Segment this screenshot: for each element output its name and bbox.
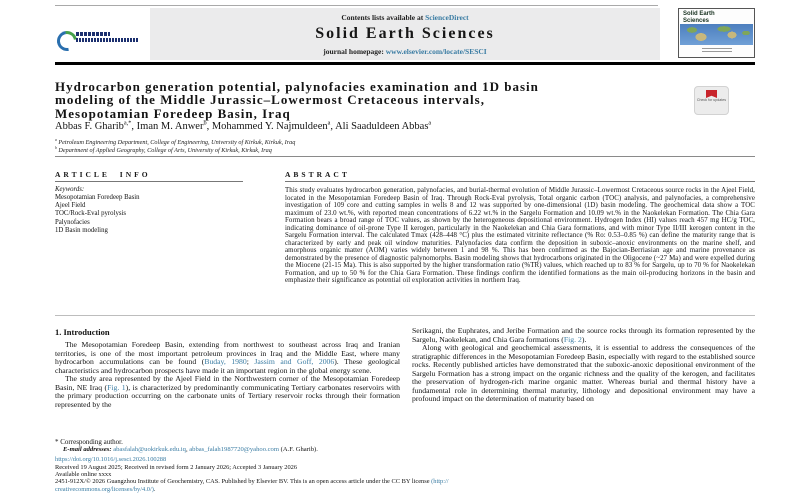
keyword-item: Ajeel Field [55, 202, 86, 210]
abstract-bottom-rule [55, 315, 755, 316]
affiliation-b-mark: b [55, 145, 57, 150]
intro-p3-text: ). [581, 334, 587, 344]
sciencedirect-link[interactable]: ScienceDirect [425, 13, 469, 22]
cc-license-link-part1[interactable]: (http:// [431, 478, 449, 485]
keywords-list [55, 194, 255, 235]
keyword-item: Mesopotamian Foredeep Basin [55, 194, 140, 201]
email-separator: , [185, 446, 190, 453]
figure-2-link[interactable]: Fig. 2 [563, 334, 582, 344]
author-separator: , [330, 121, 336, 132]
intro-p3-text: Serikagni, the Euphrates, and Jeribe Formation and the source rocks through its formation represented by the Sargelu, Naokelekan, and Chia Gara formations ( [412, 326, 755, 344]
intro-p2-text: ), is characterized by predominantly communicating Tertiary carbonates reservoirs with the primary production occurring on the carbonate units of Tertiary reservoir rocks through their formation represented by the [55, 382, 400, 409]
gigcas-logo-text-line1 [76, 32, 110, 36]
keywords-label: Keywords: [55, 186, 85, 193]
available-online-line: Available online xxxx [55, 470, 112, 478]
homepage-prefix: journal homepage: [323, 47, 384, 56]
journal-header-banner [150, 8, 660, 60]
article-title-line3: Mesopotamian Foredeep Basin, Iraq [55, 105, 291, 121]
copyright-line-1 [55, 478, 755, 485]
affiliation-b [55, 147, 272, 154]
author-affiliation-mark: b [203, 119, 207, 127]
author-separator: , [206, 121, 212, 132]
article-title [55, 80, 705, 120]
body-right-column [412, 327, 755, 404]
gigcas-publisher-logo [57, 28, 145, 54]
email-addresses-line [63, 446, 703, 453]
intro-p1-text: ). These geological characteristics and hydrocarbon prospects have made it an important region in the global energy scene. [55, 357, 401, 375]
article-info-heading: ARTICLE INFO [55, 170, 151, 179]
keyword-item: Palynofacies [55, 218, 90, 226]
author-affiliation-mark: a [327, 119, 331, 127]
author-name: Iman M. Anwer [136, 121, 204, 132]
header-thick-rule [55, 62, 755, 65]
top-hairline [55, 5, 658, 6]
email-link-1[interactable]: abasfalah@uokirkuk.edu.iq [113, 446, 186, 453]
intro-p1-text: ; [246, 357, 255, 366]
keyword-item: 1D Basin modeling [55, 226, 108, 234]
article-title-line2: modeling of the Middle Jurassic–Lowermost Cretaceous intervals, [55, 92, 485, 108]
article-info-rule [55, 181, 243, 182]
citation-link-buday-1980[interactable]: Buday, 1980 [204, 357, 247, 366]
author-name: Ali Saaduldeen Abbas [335, 121, 429, 132]
intro-paragraph-3 [412, 327, 755, 344]
updates-badge-label: Check for updates [696, 98, 727, 102]
affiliation-a-text: Petroleum Engineering Department, College of Engineering, University of Kirkuk, Kirkuk, Iraq [56, 139, 296, 146]
corresponding-author-note: * Corresponding author. [55, 438, 123, 446]
homepage-line [150, 47, 660, 56]
keyword-item: TOC/Rock-Eval pyrolysis [55, 210, 127, 218]
cc-license-link-part2[interactable]: creativecommons.org/licenses/by/4.0/) [55, 485, 154, 493]
cover-world-map-image [680, 24, 753, 45]
citation-link-jassim-goff-2006[interactable]: Jassim and Goff, 2006 [254, 357, 335, 366]
intro-p1-text: The Mesopotamian Foredeep Basin, extending from northwest to southeast across Iraq and Iranian territories, is one of the most important petroleum provinces in Iraq and the Middle East, where many hydrocarbon accumulations can be found ( [55, 340, 400, 366]
author-name: Mohammed Y. Najmuldeen [211, 121, 328, 132]
intro-p2-text: The study area represented by the Ajeel Field in the Northwestern corner of the Mesopotamian Foredeep Basin, NE Iraq ( [55, 374, 400, 392]
author-name: Abbas F. Gharib [55, 121, 124, 132]
affiliation-a-mark: a [55, 137, 57, 142]
updates-flag-icon [706, 90, 717, 98]
abstract-heading: ABSTRACT [285, 170, 350, 179]
affiliation-divider-rule [55, 156, 755, 157]
figure-1-link[interactable]: Fig. 1 [107, 382, 126, 392]
email-label: E-mail addresses: [63, 446, 112, 453]
affiliation-a [55, 139, 295, 146]
cover-title: Solid Earth Sciences [683, 11, 715, 24]
doi-link[interactable]: https://doi.org/10.1016/j.sesci.2026.100288 [55, 456, 167, 463]
cover-footer-text [702, 48, 732, 54]
contents-line-prefix: Contents lists available at [341, 13, 424, 22]
email-suffix: (A.F. Gharib). [279, 446, 318, 453]
author-affiliation-mark: a [428, 119, 432, 127]
affiliation-b-text: Department of Applied Geography, College of Arts, University of Kirkuk, Kirkuk, Iraq [56, 146, 272, 154]
email-link-2[interactable]: abbas_falah1987720@yahoo.com [189, 446, 279, 453]
journal-cover-thumbnail[interactable] [678, 8, 755, 58]
copyright-text: 2451-912X/© 2026 Guangzhou Institute of Geochemistry, CAS. Published by Elsevier BV. This is an open access article under the CC BY license [55, 478, 432, 485]
intro-paragraph-4: Along with geological and geochemical assessments, it is essential to address the consequences of the stratigraphic differences in the Mesopotamian Foredeep Basin, especially with regard to the established source rocks. Recently published articles have demonstrated that the suboxic-anoxic depositional environment of the Sargelu Formation has a strong impact on the organic richness and the quality of the kerogen, and facilitates the preservation of hydrogen-rich marine organic matter. Whereas burial and thermal history have a fundamental role in determining thermal maturity, lithology and depositional environment may have a profound impact on the determination of maturity based on [412, 343, 755, 403]
received-dates-line: Received 19 August 2025; Received in revised form 2 January 2026; Accepted 3 January 2026 [55, 463, 298, 471]
abstract-rule [285, 181, 755, 182]
introduction-heading: 1. Introduction [55, 327, 110, 337]
intro-paragraph-1 [55, 341, 400, 375]
author-separator: , [131, 121, 137, 132]
intro-paragraph-2 [55, 375, 400, 409]
gigcas-logo-text-line2 [76, 38, 138, 42]
check-for-updates-badge[interactable] [694, 86, 729, 115]
copyright-line-2 [55, 486, 755, 493]
abstract-text: This study evaluates hydrocarbon generation, palynofacies, and burial-thermal evolution of Middle Jurassic–Lowermost Cretaceous source rocks in the Ajeel Field, located in the Mesopotamian Foredeep Basin of Iraq. Through Rock-Eval pyrolysis, Total organic carbon (TOC) analysis, and palynofacies, a comprehensive investigation of 109 core and cutting samples in wells 8 and 12 was supported by one-dimensional (1D) basin modeling. The geochemical data show a TOC maximum of 23.0 wt.%, with reported mean concentrations of 6.22 wt.% in the Sargelu Formation and 10.09 wt.% in the Naokelekan Formation. The Chia Gara Formation bears a broad range of TOC values, as shown by the heterogeneous depositional environment. Hydrogen Index (HI) values reach 457 mg HC/g TOC, indicating dominance of oil-prone Type II kerogen, particularly in the Naokelekan and Chia Gara formations, and with minor Type II/III kerogen content in the Sargelu Formation interval. The calculated Tmax (428–448 °C) plus the estimated vitrinite reflectance (% Ro: 0.53–0.85 %) can define the maturity range that is characterized by early and peak oil window maturities. Palynofacies data confirm the deposition in suboxic–anoxic environments on the marine shelf, and amorphous organic matter (AOM) varies widely between 1 and 98 %. This has been confirmed as the Bajocian-Berriasian age and marine provenance as demonstrated by the presence of diagnostic palynomorphs. Basin modeling shows that hydrocarbons originated in the Oligocene (~27 Ma) and were expelled during the Miocene (21-15 Ma). This is also supported by the higher transformation ratio (%TR) values, which reached up to 83 % for Sargelu, up to 70 % for Naokelekan Formation, and up to 50 % for the Chia Gara Formation. These findings confirm the identified formations as the main oil-producing horizons in the basin and emphasize their significance as potential oil exploration activities in northern Iraq. [285, 187, 755, 284]
homepage-url-link[interactable]: www.elsevier.com/locate/SESCI [385, 47, 487, 56]
author-affiliation-mark: a,* [123, 119, 132, 127]
article-title-line1: Hydrocarbon generation potential, palynofacies examination and 1D basin [55, 79, 539, 94]
contents-line [150, 13, 660, 22]
author-list [55, 121, 695, 132]
copyright-end: . [153, 485, 156, 493]
body-left-column [55, 341, 400, 409]
journal-title: Solid Earth Sciences [315, 25, 495, 42]
